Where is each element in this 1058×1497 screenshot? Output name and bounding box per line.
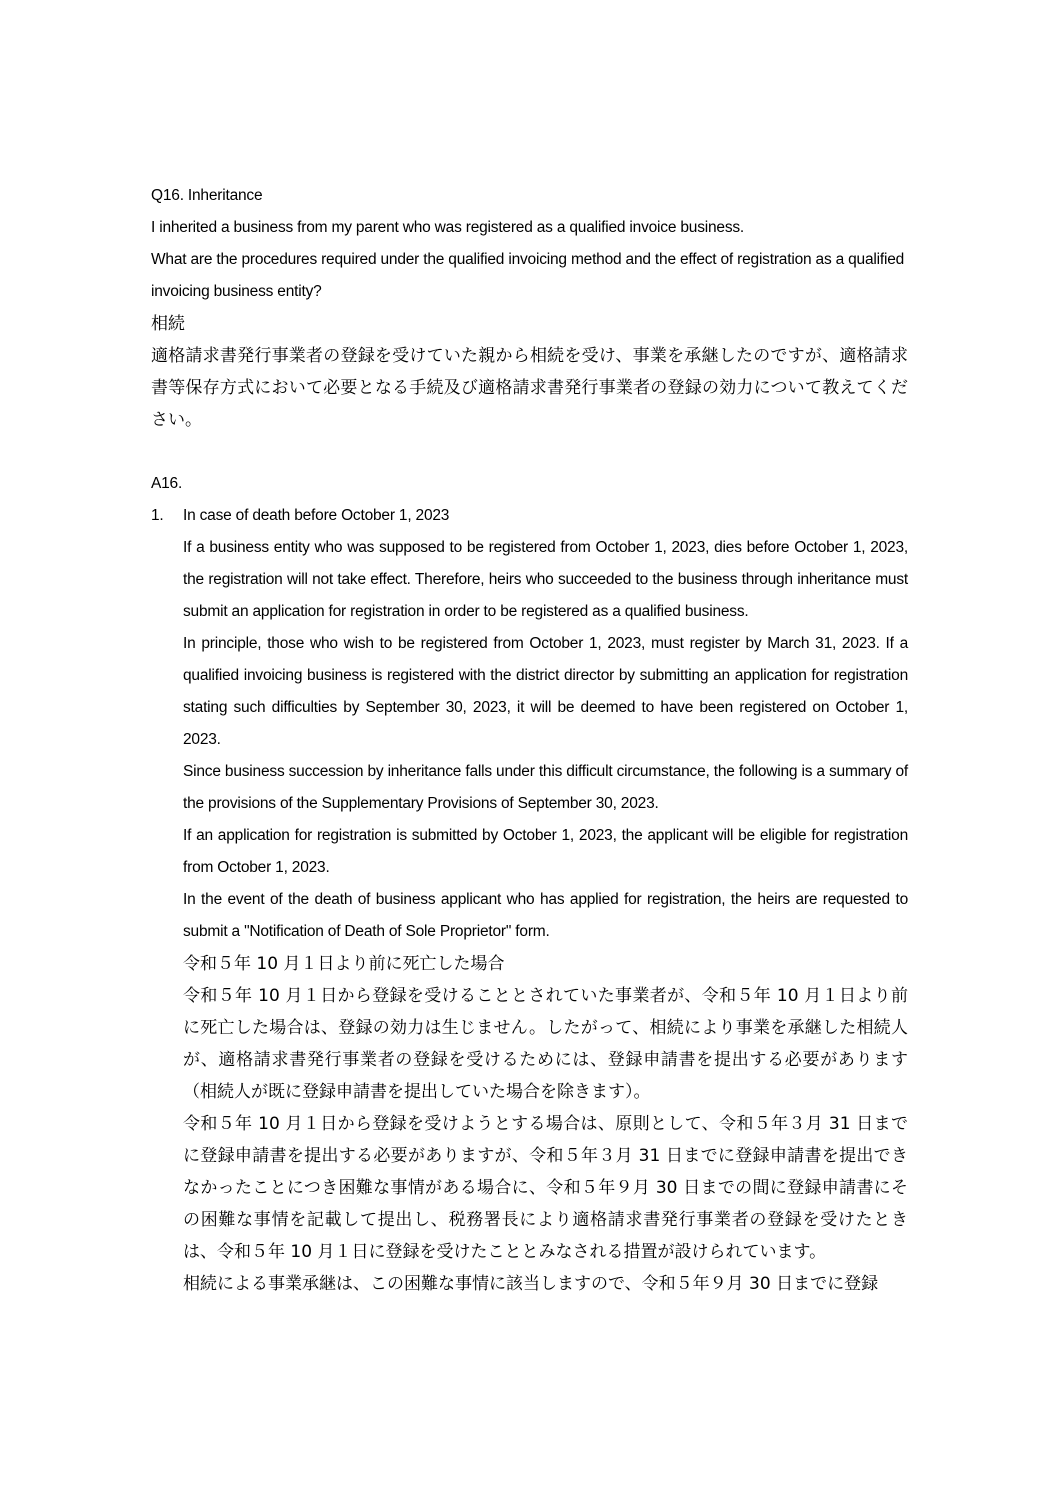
answer-heading: A16. <box>151 475 183 492</box>
list-item-number: 1. <box>151 507 164 524</box>
answer-en-paragraph-3: Since business succession by inheritance falls under this difficult circumstance, the following is a summary of the provisions of the Supplementary Provisions of September 30, 2023. <box>183 763 908 812</box>
list-item <box>151 500 908 532</box>
question-ja-heading: 相続 <box>151 314 185 334</box>
answer-ja-title: 令和５年 10 月１日より前に死亡した場合 <box>183 954 505 974</box>
answer-en-paragraph-1: If a business entity who was supposed to be registered from October 1, 2023, dies before October 1, 2023, the registration will not take effect. Therefore, heirs who succeeded to the business through inheritance must submit an application for registration in order to be registered as a qualified business. <box>183 539 908 620</box>
spacer <box>151 436 908 468</box>
answer-ja-paragraph-3: 相続による事業承継は、この困難な事情に該当しますので、令和５年９月 30 日までに登録 <box>183 1274 879 1294</box>
question-line-1: I inherited a business from my parent who was registered as a qualified invoice business. <box>151 219 745 236</box>
document-content <box>151 180 908 1300</box>
answer-en-paragraph-4: If an application for registration is submitted by October 1, 2023, the applicant will be eligible for registration from October 1, 2023. <box>183 827 908 876</box>
answer-en-paragraph-5: In the event of the death of business applicant who has applied for registration, the heirs are requested to submit a "Notification of Death of Sole Proprietor" form. <box>183 891 908 940</box>
answer-ja-paragraph-2: 令和５年 10 月１日から登録を受けようとする場合は、原則として、令和５年３月 31 日までに登録申請書を提出する必要がありますが、令和５年３月 31 日までに登録申請書を提出できなかったことにつき困難な事情がある場合に、令和５年９月 30 日までの間に登録申請書にその困難な事情を記載して提出し、税務署長により適格請求書発行事業者の登録を受けたときは、令和５年 10 月１日に登録を受けたこととみなされる措置が設けられています。 <box>183 1114 908 1262</box>
answer-ja-paragraph-1: 令和５年 10 月１日から登録を受けることとされていた事業者が、令和５年 10 月１日より前に死亡した場合は、登録の効力は生じません。したがって、相続により事業を承継した相続人が、適格請求書発行事業者の登録を受けるためには、登録申請書を提出する必要があります（相続人が既に登録申請書を提出していた場合を除きます）。 <box>183 986 908 1102</box>
answer-en-paragraph-2: In principle, those who wish to be registered from October 1, 2023, must register by March 31, 2023. If a qualified invoicing business is registered with the district director by submitting an application for registration stating such difficulties by September 30, 2023, it will be deemed to have been registered on October 1, 2023. <box>183 635 908 748</box>
list-item-title: In case of death before October 1, 2023 <box>183 507 450 524</box>
question-line-2: What are the procedures required under the qualified invoicing method and the effect of registration as a qualified invoicing business entity? <box>151 251 905 300</box>
answer-body <box>183 532 908 1300</box>
question-heading: Q16. Inheritance <box>151 187 263 204</box>
question-ja-text: 適格請求書発行事業者の登録を受けていた親から相続を受け、事業を承継したのですが、適格請求書等保存方式において必要となる手続及び適格請求書発行事業者の登録の効力について教えてください。 <box>151 346 908 430</box>
